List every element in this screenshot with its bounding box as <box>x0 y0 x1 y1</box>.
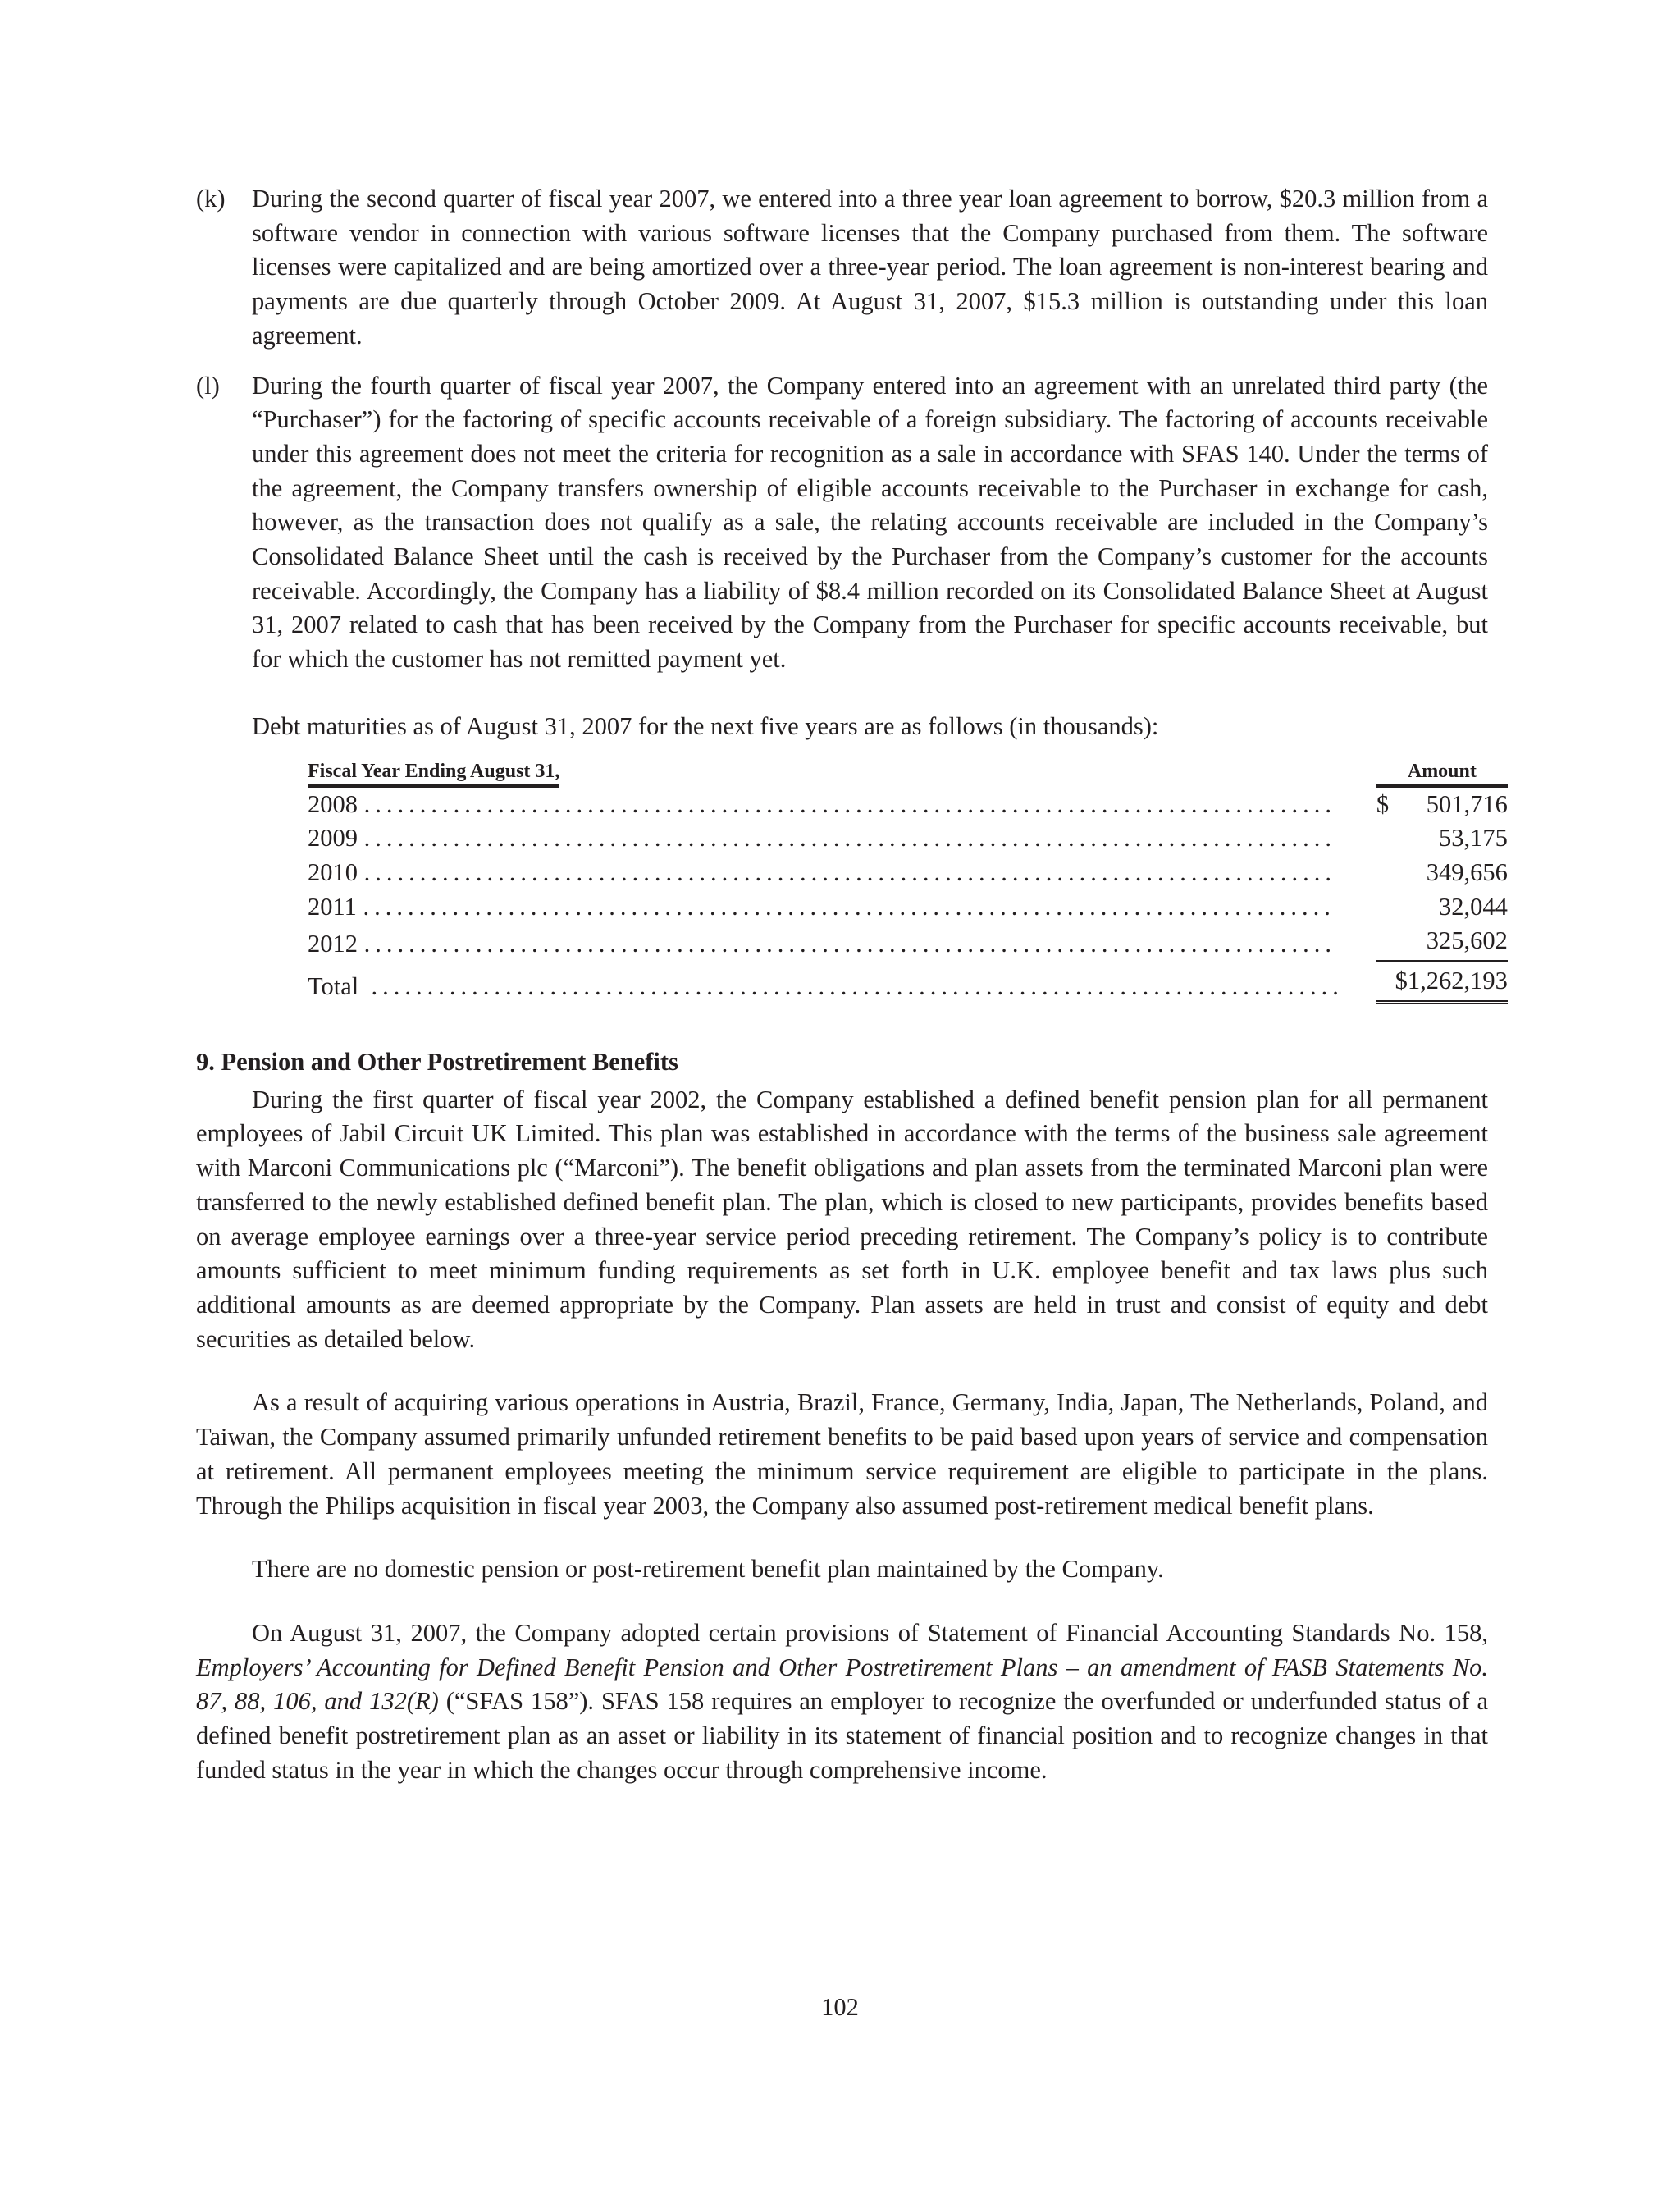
year: 2010 <box>308 857 358 886</box>
year: 2011 <box>308 892 357 921</box>
currency: $ <box>1376 789 1390 818</box>
debt-maturities-table <box>308 759 1508 1005</box>
total-amount: $1,262,193 <box>1376 964 1508 1004</box>
table-row: 2011 ....................................................................................... 32,044 <box>308 892 1508 921</box>
paragraph: As a result of acquiring various operations in Austria, Brazil, France, Germany, India, Japan, The Netherlands, Poland, and Taiwan, the Company assumed primarily unfunded retirement benefits to be paid based upon years of service and compensation at retirement. All permanent employees meeting the minimum service requirement are eligible to participate in the plans. Through the Philips acquisition in fiscal year 2003, the Company also assumed post-retirement medical benefit plans. <box>196 1388 1488 1520</box>
note-item-k <box>196 182 1488 354</box>
debt-intro: Debt maturities as of August 31, 2007 for the next five years are as follows (in thousands): <box>252 711 1159 740</box>
year: 2012 <box>308 930 358 958</box>
table-row: 2012 ....................................................................................... 325,602 <box>308 924 1508 962</box>
page-number: 102 <box>821 1993 859 2021</box>
page-content <box>196 182 1508 1817</box>
table-row: 2009 ....................................................................................... 53,175 <box>308 824 1508 853</box>
statement-title: Employers’ Accounting for Defined Benefit Pension and Other Postretirement Plans – an amendment of FASB Statements No. 87, 88, 106, and 132(R) <box>196 1653 1488 1716</box>
header-year: Fiscal Year Ending August 31, <box>308 759 1344 788</box>
amount: 53,175 <box>1439 824 1508 853</box>
item-label: (l) <box>196 371 220 400</box>
text: (“SFAS 158”). SFAS 158 requires an employer to recognize the overfunded or underfunded status of a defined benefit postretirement plan as an asset or liability in its statement of financial position and to recognize changes in that funded status in the year in which the changes occur through comprehensive income. <box>196 1687 1488 1784</box>
amount: 32,044 <box>1439 892 1508 921</box>
table-header <box>308 759 1508 788</box>
section-heading: 9. Pension and Other Postretirement Benefits <box>196 1048 678 1077</box>
amount: 349,656 <box>1426 857 1508 886</box>
amount: 501,716 <box>1426 789 1508 818</box>
item-text: During the fourth quarter of fiscal year 2007, the Company entered into an agreement with an unrelated third party (the “Purchaser”) for the factoring of specific accounts receivable of a foreign subsidiary. The factoring of accounts receivable under this agreement does not meet the criteria for recognition as a sale in accordance with SFAS 140. Under the terms of the agreement, the Company transfers ownership of eligible accounts receivable to the Purchaser in exchange for cash, however, as the transaction does not qualify as a sale, the relating accounts receivable are included in the Company’s Consolidated Balance Sheet until the cash is received by the Purchaser from the Company’s customer for the accounts receivable. Accordingly, the Company has a liability of $8.4 million recorded on its Consolidated Balance Sheet at August 31, 2007 related to cash that has been received by the Company from the Purchaser for specific accounts receivable, but for which the customer has not remitted payment yet. <box>252 371 1488 674</box>
table-row: 2008 ....................................................................................... $ 501,716 <box>308 788 1508 822</box>
item-label: (k) <box>196 185 226 213</box>
year: 2009 <box>308 824 358 853</box>
total-row: Total ....................................................................................... $1,262,193 <box>308 962 1508 1004</box>
paragraph: During the first quarter of fiscal year 2002, the Company established a defined benefit pension plan for all permanent employees of Jabil Circuit UK Limited. This plan was established in accordance with the terms of the business sale agreement with Marconi Communications plc (“Marconi”). The benefit obligations and plan assets from the terminated Marconi plan were transferred to the newly established defined benefit plan. The plan, which is closed to new participants, provides benefits based on average employee earnings over a three-year service period preceding retirement. The Company’s policy is to contribute amounts sufficient to meet minimum funding requirements as set forth in U.K. employee benefit and tax laws plus such additional amounts as are deemed appropriate by the Company. Plan assets are held in trust and consist of equity and debt securities as detailed below. <box>196 1085 1488 1353</box>
text: On August 31, 2007, the Company adopted certain provisions of Statement of Financial Accounting Standards No. 158, <box>252 1618 1488 1647</box>
total-label: Total <box>308 972 359 1001</box>
year: 2008 <box>308 789 358 818</box>
note-item-l <box>196 369 1488 677</box>
amount: 325,602 <box>1376 924 1508 962</box>
paragraph-sfas158 <box>196 1616 1488 1788</box>
paragraph: There are no domestic pension or post-retirement benefit plan maintained by the Company. <box>252 1555 1164 1584</box>
header-amount: Amount <box>1344 759 1508 788</box>
item-text: During the second quarter of fiscal year 2007, we entered into a three year loan agreement to borrow, $20.3 million from a software vendor in connection with various software licenses that the Company purchased from them. The software licenses were capitalized and are being amortized over a three-year period. The loan agreement is non-interest bearing and payments are due quarterly through October 2009. At August 31, 2007, $15.3 million is outstanding under this loan agreement. <box>252 185 1488 350</box>
table-row: 2010 ....................................................................................... 349,656 <box>308 857 1508 886</box>
